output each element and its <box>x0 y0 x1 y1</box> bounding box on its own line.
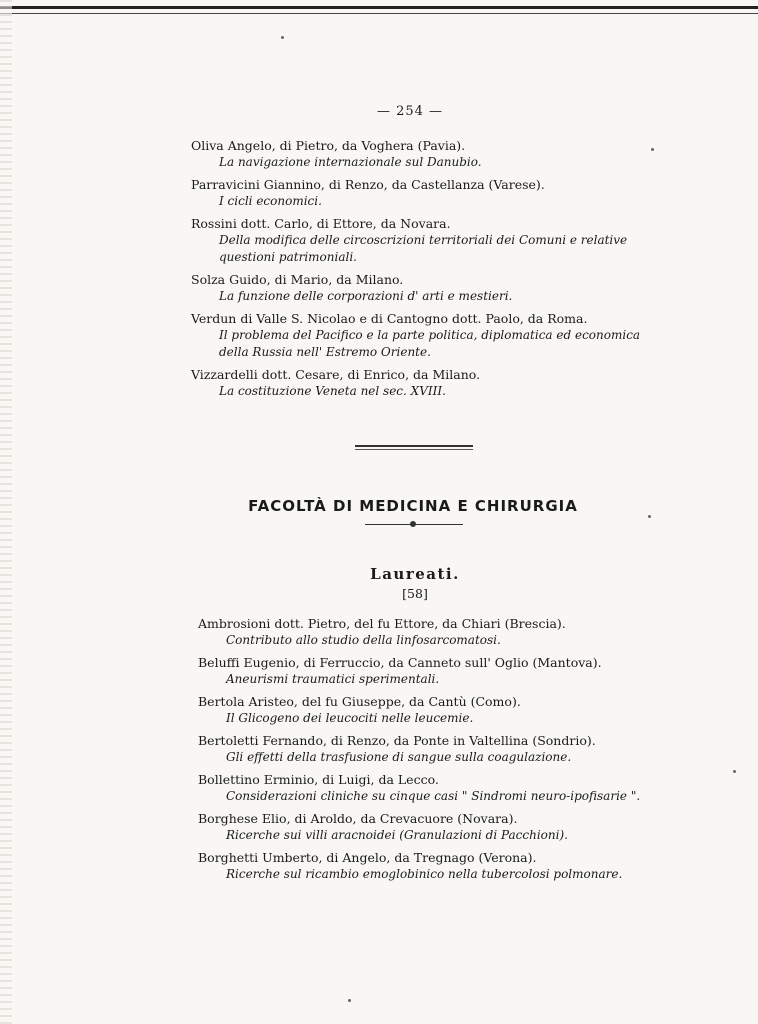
section-2-entries <box>198 615 658 888</box>
list-item <box>191 215 651 266</box>
ink-speck <box>648 515 651 518</box>
list-item <box>198 654 658 688</box>
faculty-title: FACOLTÀ DI MEDICINA E CHIRURGIA <box>248 497 578 515</box>
entry-work: Aneurismi traumatici sperimentali. <box>226 672 440 686</box>
entry-name: Oliva Angelo, di Pietro, da Voghera (Pavia). <box>191 138 466 153</box>
entry-name: Vizzardelli dott. Cesare, di Enrico, da Milano. <box>191 367 481 382</box>
entry-work: La costituzione Veneta nel sec. XVIII. <box>219 384 446 398</box>
entry-name: Borghetti Umberto, di Angelo, da Tregnago (Verona). <box>198 850 537 865</box>
page-number: — 254 — <box>376 104 444 119</box>
list-item <box>191 366 651 400</box>
ornament-dot <box>410 521 416 527</box>
list-item <box>198 849 658 883</box>
entry-name: Borghese Elio, di Aroldo, da Crevacuore (Novara). <box>198 811 518 826</box>
entry-work: Gli effetti della trasfusione di sangue sulla coagulazione. <box>226 750 572 764</box>
entry-work: Il Glicogeno dei leucociti nelle leucemie. <box>226 711 474 725</box>
entry-work: La funzione delle corporazioni d' arti e mestieri. <box>219 289 513 303</box>
entry-name: Bollettino Erminio, di Luigi, da Lecco. <box>198 772 439 787</box>
ink-speck <box>348 999 351 1002</box>
entry-work: Della modifica delle circoscrizioni territoriali dei Comuni e relative questioni patrimoniali. <box>219 233 628 264</box>
entry-work: Considerazioni cliniche su cinque casi " Sindromi neuro-ipofisarie ". <box>226 789 641 803</box>
ink-speck <box>733 770 736 773</box>
list-item <box>198 810 658 844</box>
entry-name: Rossini dott. Carlo, di Ettore, da Novara. <box>191 216 451 231</box>
top-border-rule <box>0 6 758 14</box>
list-item <box>198 732 658 766</box>
entry-name: Verdun di Valle S. Nicolao e di Cantogno dott. Paolo, da Roma. <box>191 311 588 326</box>
list-item <box>191 310 651 361</box>
entry-work: Ricerche sui villi aracnoidei (Granulazioni di Pacchioni). <box>226 828 568 842</box>
entry-work: La navigazione internazionale sul Danubio. <box>219 155 482 169</box>
entry-work: Il problema del Pacifico e la parte politica, diplomatica ed economica della Russia nell' Estremo Oriente. <box>219 328 641 359</box>
entry-work: I cicli economici. <box>219 194 322 208</box>
list-item <box>198 693 658 727</box>
list-item <box>198 615 658 649</box>
list-item <box>191 271 651 305</box>
entry-name: Parravicini Giannino, di Renzo, da Castellanza (Varese). <box>191 177 545 192</box>
ink-speck <box>651 148 654 151</box>
entry-work: Contributo allo studio della linfosarcomatosi. <box>226 633 501 647</box>
entry-name: Solza Guido, di Mario, da Milano. <box>191 272 404 287</box>
entry-name: Bertoletti Fernando, di Renzo, da Ponte in Valtellina (Sondrio). <box>198 733 596 748</box>
section-1-entries <box>191 137 651 405</box>
entry-name: Beluffi Eugenio, di Ferruccio, da Canneto sull' Oglio (Mantova). <box>198 655 602 670</box>
list-item <box>191 176 651 210</box>
section-separator-rule <box>355 445 473 450</box>
entry-name: Bertola Aristeo, del fu Giuseppe, da Cantù (Como). <box>198 694 521 709</box>
ink-speck <box>281 36 284 39</box>
list-item <box>198 771 658 805</box>
entry-work: Ricerche sul ricambio emoglobinico nella tubercolosi polmonare. <box>226 867 623 881</box>
entry-name: Ambrosioni dott. Pietro, del fu Ettore, da Chiari (Brescia). <box>198 616 566 631</box>
graduate-count: [58] <box>402 586 428 601</box>
section-heading: Laureati. <box>370 565 460 583</box>
list-item <box>191 137 651 171</box>
